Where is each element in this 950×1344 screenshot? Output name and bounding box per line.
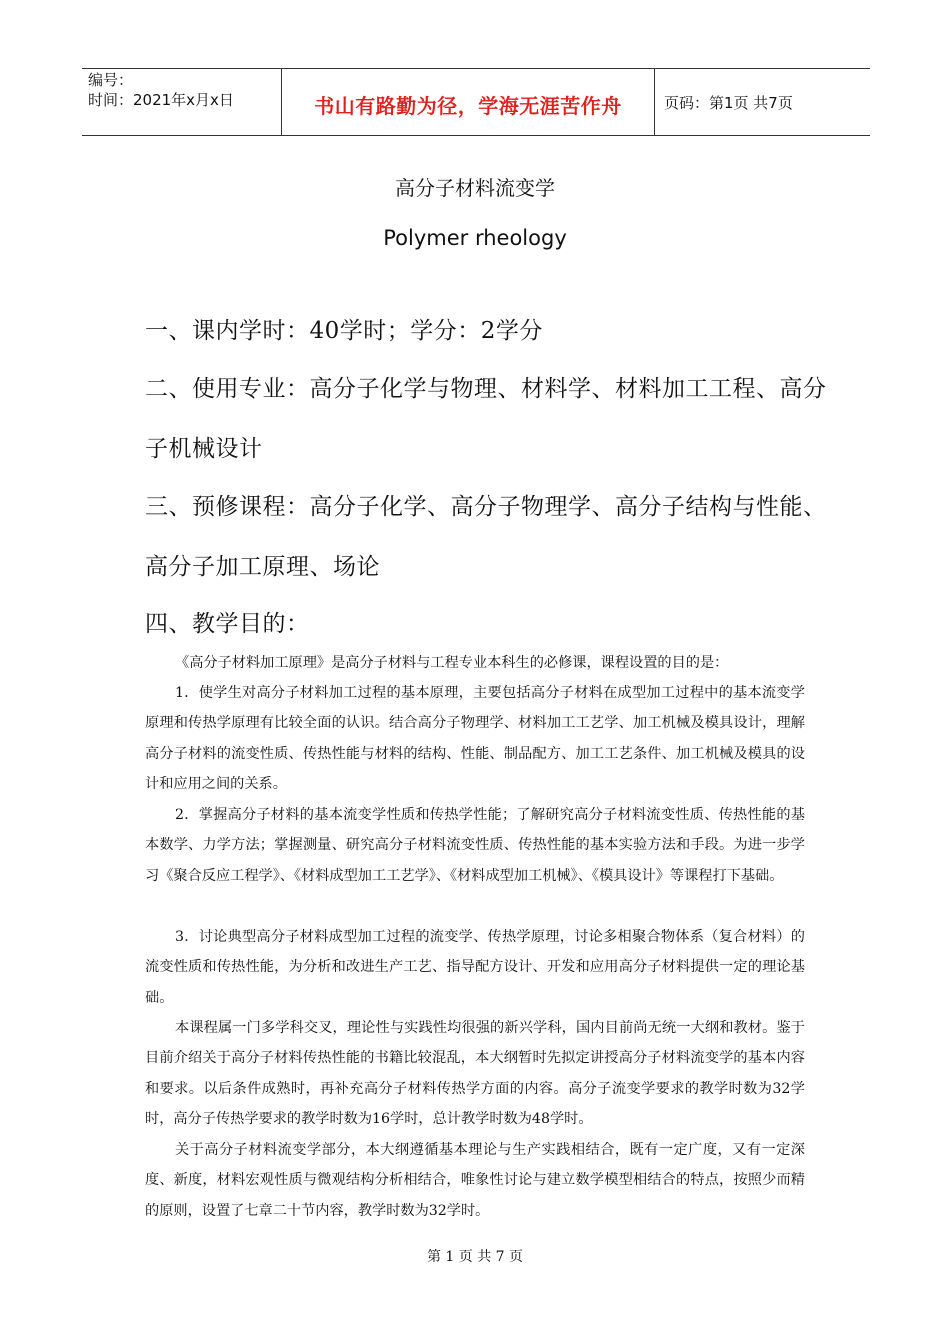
paragraph-course-scope: 本课程属一门多学科交叉，理论性与实践性均很强的新兴学科，国内目前尚无统一大纲和教材。鉴于目前介绍关于高分子材料传热性能的书籍比较混乱，本大纲暂时先拟定讲授高分子材料流变学的基本内容和要求。以后条件成熟时，再补充高分子材料传热学方面的内容。高分子流变学要求的教学时数为32学时，高分子传热学要求的教学时数为16学时，总计教学时数为48学时。 <box>145 1020 805 1127</box>
section-credit-hours: 一、课内学时：40学时；学分：2学分 <box>145 318 543 344</box>
header-top-rule <box>82 68 870 69</box>
page-footer: 第 1 页 共 7 页 <box>426 1249 524 1265</box>
paragraph-goal-1: 1．使学生对高分子材料加工过程的基本原理，主要包括高分子材料在成型加工过程中的基本流变学原理和传热学原理有比较全面的认识。结合高分子物理学、材料加工工艺学、加工机械及模具设计，理解高分子材料的流变性质、传热性能与材料的结构、性能、制品配方、加工工艺条件、加工机械及模具的设计和应用之间的关系。 <box>145 685 805 792</box>
header-motto: 书山有路勤为径，学海无涯苦作舟 <box>314 94 622 118</box>
section-teaching-goals: 四、教学目的： <box>145 611 310 637</box>
section-majors-continued: 子机械设计 <box>145 436 263 462</box>
document-date: 时间：2021年x月x日 <box>88 91 234 109</box>
section-prerequisites: 三、预修课程：高分子化学、高分子物理学、高分子结构与性能、 <box>145 494 827 520</box>
paragraph-goal-2: 2．掌握高分子材料的基本流变学性质和传热学性能；了解研究高分子材料流变性质、传热性能的基本数学、力学方法；掌握测量、研究高分子材料流变性质、传热性能的基本实验方法和手段。为进一步学习《聚合反应工程学》、《材料成型加工工艺学》、《材料成型加工机械》、《模具设计》等课程打下基础。 <box>145 807 805 884</box>
page-subtitle: Polymer rheology <box>383 226 567 250</box>
header-page-number: 页码：第1页 共7页 <box>664 94 793 112</box>
paragraph-goal-3: 3．讨论典型高分子材料成型加工过程的流变学、传热学原理，讨论多相聚合物体系（复合材料）的流变性质和传热性能，为分析和改进生产工艺、指导配方设计、开发和应用高分子材料提供一定的理论基础。 <box>145 929 805 1006</box>
document-number-label: 编号： <box>88 71 134 89</box>
header-divider-right <box>654 68 655 136</box>
page-title: 高分子材料流变学 <box>395 176 555 200</box>
header-bottom-rule <box>82 135 870 136</box>
paragraph-rheology-part: 关于高分子材料流变学部分，本大纲遵循基本理论与生产实践相结合，既有一定广度，又有一定深度、新度，材料宏观性质与微观结构分析相结合，唯象性讨论与建立数学模型相结合的特点，按照少而精的原则，设置了七章二十节内容，教学时数为32学时。 <box>145 1142 805 1219</box>
section-majors: 二、使用专业：高分子化学与物理、材料学、材料加工工程、高分 <box>145 376 827 402</box>
paragraph-intro: 《高分子材料加工原理》是高分子材料与工程专业本科生的必修课，课程设置的目的是： <box>175 655 729 671</box>
header-meta <box>88 70 234 110</box>
section-prerequisites-continued: 高分子加工原理、场论 <box>145 554 380 580</box>
